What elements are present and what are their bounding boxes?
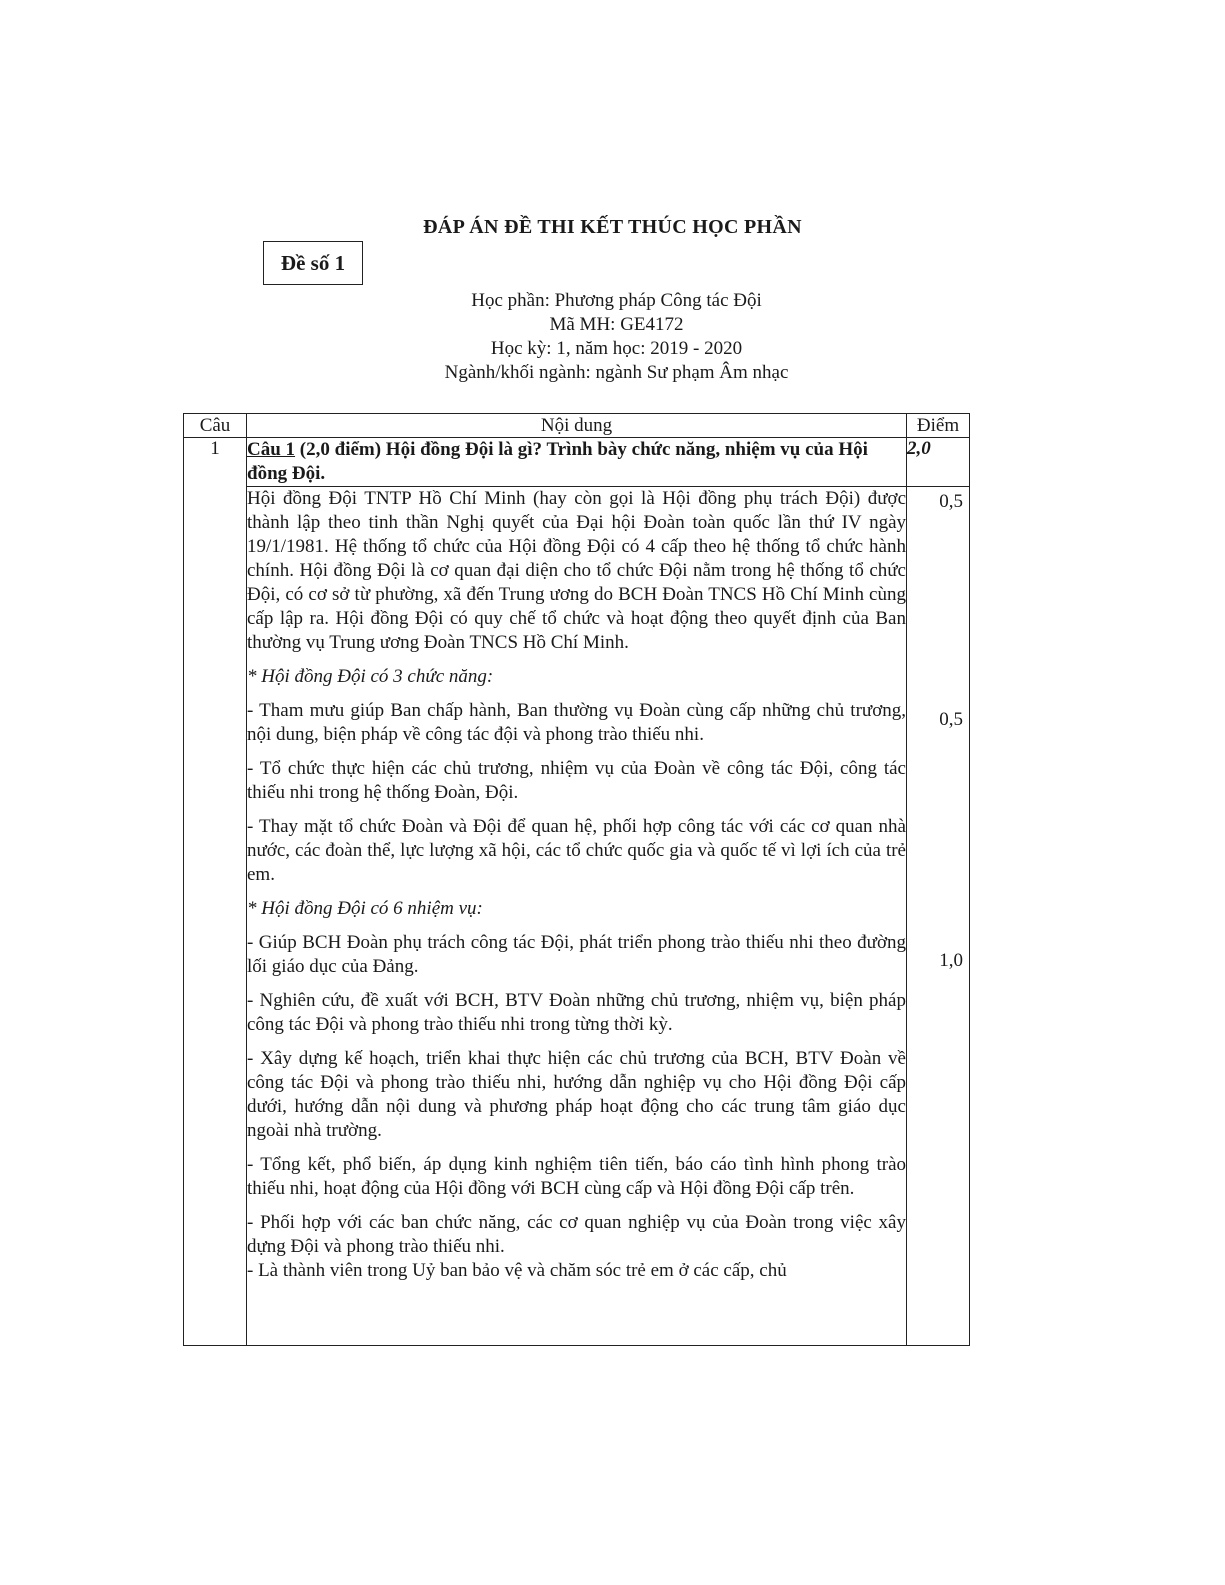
task-item: - Xây dựng kế hoạch, triển khai thực hiện các chủ trương của BCH, BTV Đoàn về công tác Đội và phong trào thiếu nhi, hướng dẫn nghiệp vụ cho Hội đồng Đội cấp dưới, hướng dẫn nội dung và phương pháp hoạt động cho các trung tâm giáo dục ngoài nhà trường. [247,1048,906,1141]
question-points: 2,0 [907,438,970,487]
functions-heading: * Hội đồng Đội có 3 chức năng: [247,666,494,687]
answer-content [247,487,907,1346]
score-intro: 0,5 [939,491,963,512]
function-item: - Tham mưu giúp Ban chấp hành, Ban thường vụ Đoàn cùng cấp những chủ trương, nội dung, biện pháp về công tác đội và phong trào thiếu nhi. [247,700,906,745]
question-body: (2,0 điểm) Hội đồng Đội là gì? Trình bày chức năng, nhiệm vụ của Hội đồng Đội. [247,439,868,484]
major: Ngành/khối ngành: ngành Sư phạm Âm nhạc [444,362,789,383]
score-column [907,487,970,1346]
question-text [247,438,907,487]
course-name: Học phần: Phương pháp Công tác Đội [471,290,762,311]
header-cau: Câu [184,414,247,438]
header-diem: Điểm [907,414,970,438]
function-item: - Tổ chức thực hiện các chủ trương, nhiệm vụ của Đoàn về công tác Đội, công tác thiếu nhi trong hệ thống Đoàn, Đội. [247,758,906,803]
task-item: - Phối hợp với các ban chức năng, các cơ quan nghiệp vụ của Đoàn trong việc xây dựng Đội và phong trào thiếu nhi. [247,1212,906,1257]
answer-row [184,487,970,1346]
course-info [0,289,1225,385]
exam-number-box: Đề số 1 [263,241,363,285]
question-label: Câu 1 [247,439,296,460]
header-noidung: Nội dung [247,414,907,438]
score-functions: 0,5 [939,709,963,730]
table-header-row [184,414,970,438]
answer-table [183,413,970,1346]
score-tasks: 1,0 [939,950,963,971]
task-item: - Là thành viên trong Uỷ ban bảo vệ và chăm sóc trẻ em ở các cấp, chủ [247,1260,787,1281]
question-row [184,438,970,487]
function-item: - Thay mặt tổ chức Đoàn và Đội để quan hệ, phối hợp công tác với các cơ quan nhà nước, các đoàn thể, lực lượng xã hội, các tổ chức quốc gia và quốc tế vì lợi ích của trẻ em. [247,816,906,885]
semester: Học kỳ: 1, năm học: 2019 - 2020 [490,338,743,359]
task-item: - Tổng kết, phổ biến, áp dụng kinh nghiệm tiên tiến, báo cáo tình hình phong trào thiếu nhi, hoạt động của Hội đồng với BCH cùng cấp và Hội đồng Đội cấp trên. [247,1154,906,1199]
paragraph-intro: Hội đồng Đội TNTP Hồ Chí Minh (hay còn gọi là Hội đồng phụ trách Đội) được thành lập theo tinh thần Nghị quyết của Đại hội Đoàn toàn quốc lần thứ IV ngày 19/1/1981. Hệ thống tổ chức của Hội đồng Đội có 4 cấp theo hệ thống tổ chức hành chính. Hội đồng Đội là cơ quan đại diện cho tổ chức Đội nằm trong hệ thống tổ chức Đội, có cơ sở từ phường, xã đến Trung ương do BCH Đoàn TNCS Hồ Chí Minh cùng cấp lập ra. Hội đồng Đội có quy chế tổ chức và hoạt động theo quyết định của Ban thường vụ Trung ương Đoàn TNCS Hồ Chí Minh. [247,488,906,653]
document-title: ĐÁP ÁN ĐỀ THI KẾT THÚC HỌC PHẦN [423,216,802,238]
task-item: - Nghiên cứu, đề xuất với BCH, BTV Đoàn những chủ trương, nhiệm vụ, biện pháp công tác Đội và phong trào thiếu nhi trong từng thời kỳ. [247,990,906,1035]
course-code: Mã MH: GE4172 [549,314,684,335]
tasks-heading: * Hội đồng Đội có 6 nhiệm vụ: [247,898,483,919]
task-item: - Giúp BCH Đoàn phụ trách công tác Đội, phát triển phong trào thiếu nhi theo đường lối giáo dục của Đảng. [247,932,906,977]
question-number: 1 [184,438,247,1346]
